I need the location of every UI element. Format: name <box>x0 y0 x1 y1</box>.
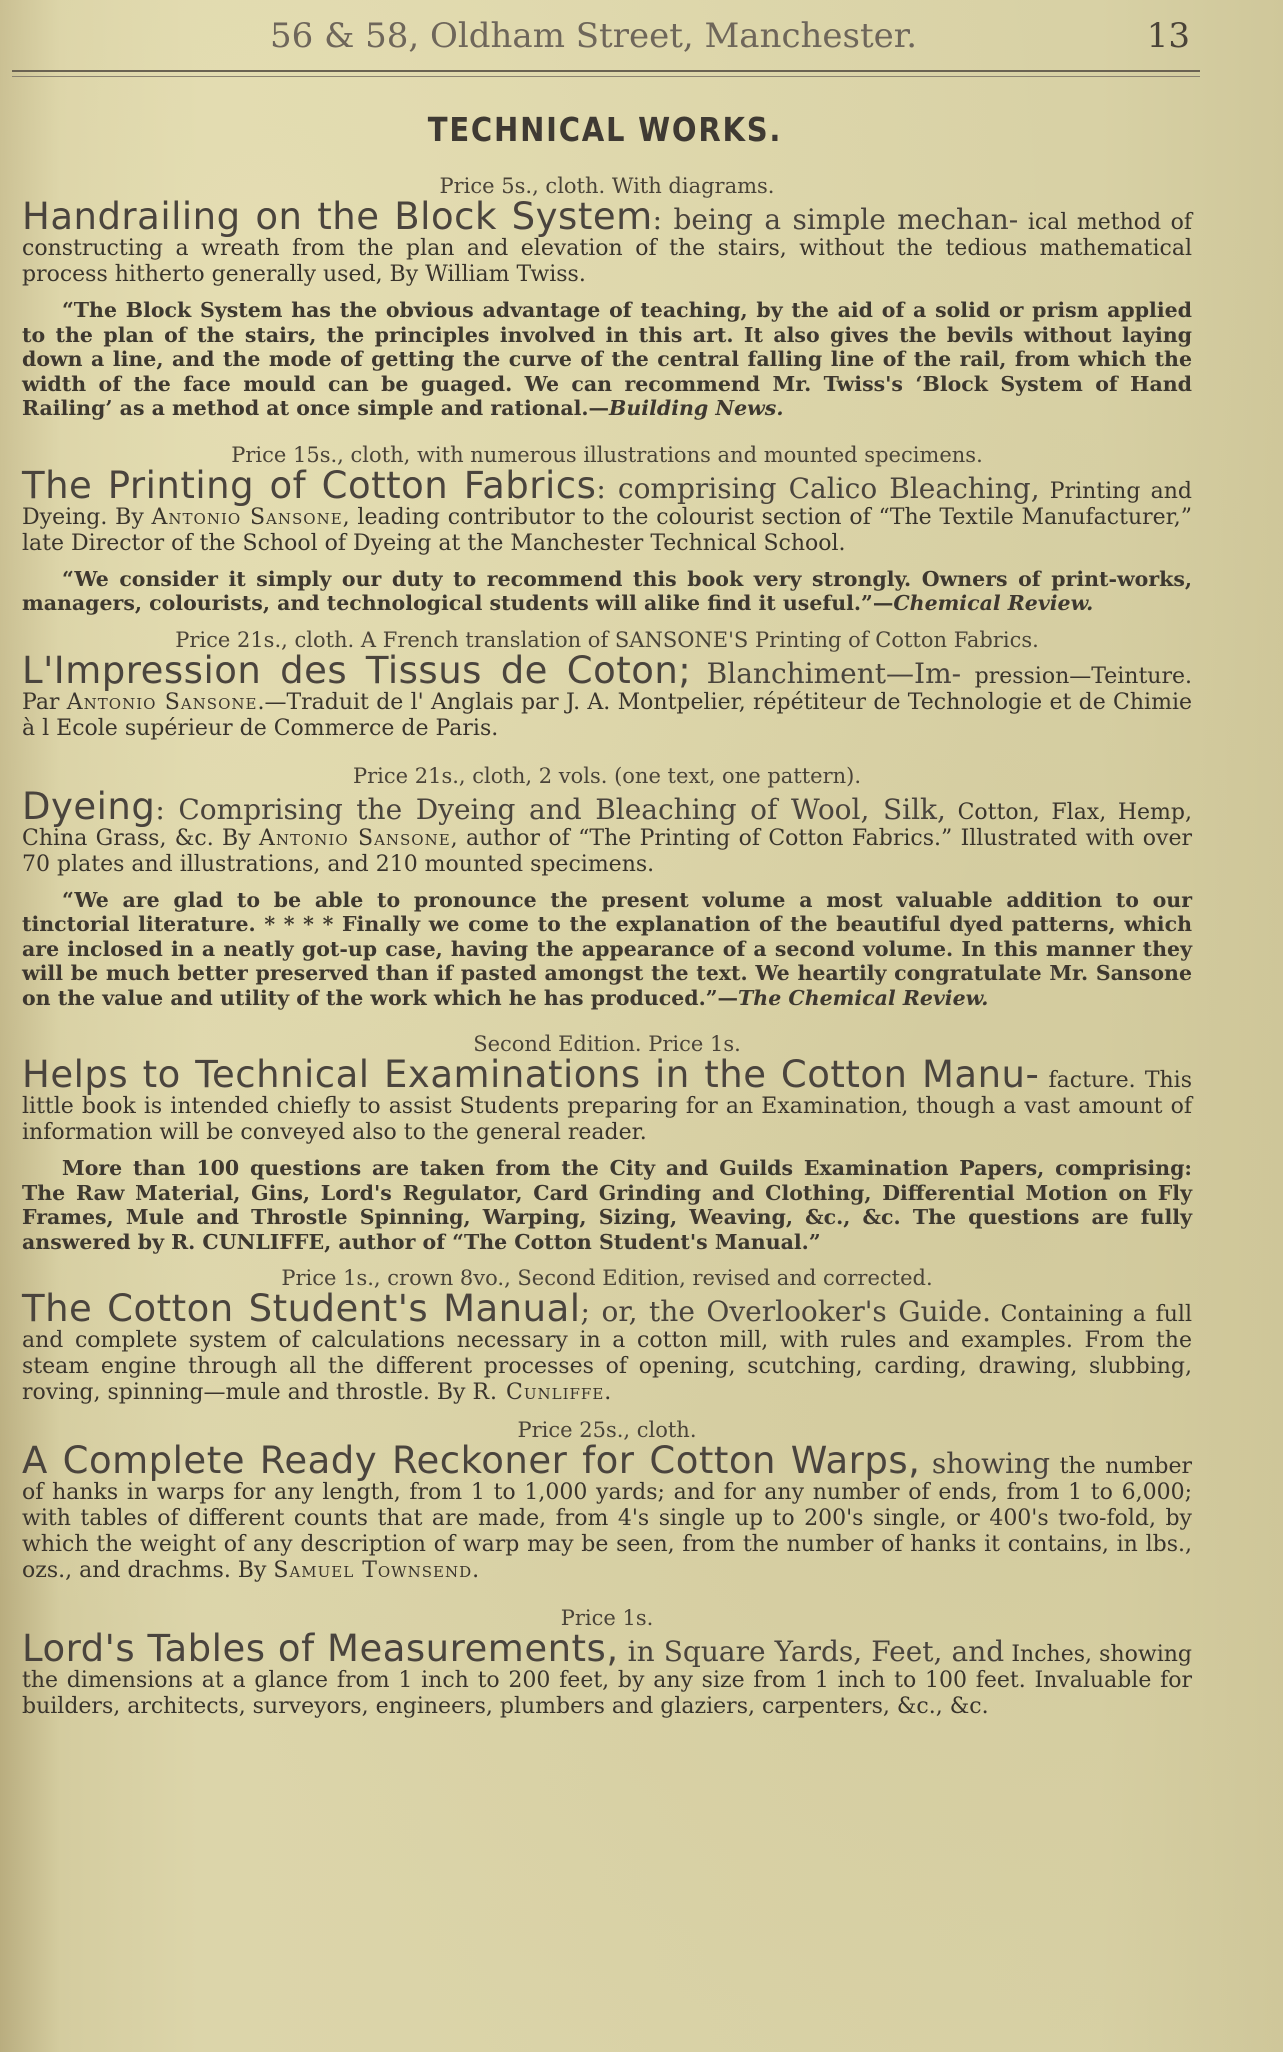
price-line: Price 15s., cloth, with numerous illustrations and mounted specimens. <box>231 442 983 467</box>
book-author: Antonio Sansone <box>151 504 343 530</box>
price-line: Price 21s., cloth. A French translation of SANSONE'S Printing of Cotton Fabrics. <box>175 627 1039 652</box>
book-subtitle: ; or, the Overlooker's Guide. <box>580 1295 992 1328</box>
review-source: Chemical Review. <box>893 591 1094 615</box>
section-title: TECHNICAL WORKS. <box>427 110 783 149</box>
book-author: Antonio Sansone <box>66 689 258 715</box>
book-entry-lords-tables <box>22 1604 1192 1720</box>
book-author: Antonio Sansone <box>258 825 451 851</box>
book-entry-ready-reckoner <box>22 1416 1192 1584</box>
price-line: Price 25s., cloth. <box>517 1418 697 1442</box>
book-subtitle: showing <box>920 1447 1051 1480</box>
book-entry-impression <box>22 626 1192 742</box>
entry-heading <box>22 1287 1193 1406</box>
book-subtitle: : comprising Calico Bleaching, <box>596 471 1040 505</box>
book-title: Handrailing on the Block System <box>22 195 653 238</box>
book-description: .—Traduit de l' Anglais par J. A. Montpelier, répétiteur de Technologie et de Chimie à l Ecole supérieur de Commerce de Paris. <box>22 689 1192 741</box>
review-text: “We are glad to be able to pronounce the present volume a most valuable addition to our tinctorial literature. * * * * Finally we come to the explanation of the beautiful dyed patterns, which are inclosed in a neatly got-up case, having the appearance of a second volume. In this manner they will be much better preserved than if pasted amongst the text. We heartily congratulate Mr. Sansone on the value and utility of the work which he has produced.”— <box>22 887 1192 1010</box>
page-number: 13 <box>1146 16 1190 56</box>
price-line: Price 1s., crown 8vo., Second Edition, revised and corrected. <box>281 1266 933 1290</box>
book-description-pre: Inches, showing the dimensions at a glance from 1 inch to 200 feet, by any size from 1 inch to 100 feet. Invaluable for builders, architects, surveyors, engineers, plumbers and glaziers, carpenters, &c., &c. <box>22 1642 1193 1719</box>
book-title: The Printing of Cotton Fabrics <box>22 463 597 507</box>
review-quote <box>22 567 1192 616</box>
review-quote <box>22 888 1192 1011</box>
book-subtitle: in Square Yards, Feet, and <box>618 1635 1005 1668</box>
entry-heading <box>22 784 1192 878</box>
book-title: Lord's Tables of Measurements, <box>22 1627 619 1670</box>
book-description-pre: the number of hanks in warps for any length, from 1 to 1,000 yards; and for any number of ends, from 1 to 6,000; with tables of different counts that are made, from 4's single up to 200's single, or 400's two-fold, by which the weight of any description of warp may be seen, from the number of hanks it contains, in lbs., ozs., and drachms. By <box>22 1454 1193 1583</box>
review-source: The Chemical Review. <box>738 985 989 1010</box>
book-title: A Complete Ready Reckoner for Cotton Warps, <box>22 1439 921 1482</box>
price-line: Second Edition. Price 1s. <box>473 1032 741 1056</box>
book-author: R. Cunliffe <box>472 1380 605 1405</box>
book-description-pre: facture. This little book is intended chiefly to assist Students preparing for an Examination, though a vast amount of information will be conveyed also to the general reader. <box>22 1068 1193 1145</box>
review-text: “The Block System has the obvious advantage of teaching, by the aid of a solid or prism applied to the plan of the stairs, the principles involved in this art. It also gives the bevils without laying down a line, and the mode of getting the curve of the central falling line of the rail, from which the width of the face mould can be guaged. We can recommend Mr. Twiss's ‘Block System of Hand Railing’ as a method at once simple and rational.— <box>22 298 1192 420</box>
book-description: ical method of constructing a wreath from the plan and elevation of the stairs, without the tedious mathematical process hitherto generally used, By William Twiss. <box>22 210 1192 287</box>
book-subtitle: : being a simple mechan- <box>652 203 1019 236</box>
header-rule <box>12 70 1200 72</box>
contents-note <box>22 1156 1192 1254</box>
header-address: 56 & 58, Oldham Street, Manchester. <box>270 16 918 56</box>
book-title: L'Impression des Tissus de Coton; <box>22 648 692 692</box>
book-description-pre: pression—Teinture. Par <box>22 663 1192 715</box>
book-description-pre: Containing a full and complete system of calculations necessary in a cotton mill, with rules and examples. From the steam engine through all the different processes of opening, scutching, carding, drawing, slubbing, roving, spinning—mule and throstle. By <box>22 1302 1193 1405</box>
book-description: , author of “The Printing of Cotton Fabrics.” Illustrated with over 70 plates and illustrations, and 210 mounted specimens. <box>22 825 1192 877</box>
entry-heading <box>22 648 1192 742</box>
book-entry-dyeing <box>22 762 1192 1011</box>
price-line: Price 1s. <box>560 1606 654 1630</box>
header-rule-thin <box>12 76 1200 77</box>
book-title: Helps to Technical Examinations in the Cotton Manu- <box>22 1053 1040 1096</box>
book-description-pre: Printing and Dyeing. By <box>22 478 1192 530</box>
book-description: . <box>604 1380 612 1405</box>
book-list <box>22 172 1192 1720</box>
contents-text: More than 100 questions are taken from the City and Guilds Examination Papers, comprising: The Raw Material, Gins, Lord's Regulator, Card Grinding and Clothing, Differential Motion on Fly Frames, Mule and Throstle Spinning, Warping, Sizing, Weaving, &c., &c. The questions are fully answered by R. CUNLIFFE, author of “The Cotton Student's Manual.” <box>22 1156 1192 1254</box>
entry-heading <box>22 1627 1193 1720</box>
book-author: Samuel Townsend <box>273 1558 473 1583</box>
book-subtitle: : Comprising the Dyeing and Bleaching of Wool, Silk, <box>155 792 946 826</box>
book-description-pre: Cotton, Flax, Hemp, China Grass, &c. By <box>22 799 1192 851</box>
page-header <box>270 16 1190 58</box>
review-source: Building News. <box>609 396 784 420</box>
book-description: , leading contributor to the colourist section of “The Textile Manufacturer,” late Director of the School of Dyeing at the Manchester Technical School. <box>22 504 1192 556</box>
entry-heading <box>22 1053 1193 1146</box>
book-entry-printing-cotton <box>22 441 1192 616</box>
book-title: Dyeing <box>22 784 156 828</box>
price-line: Price 21s., cloth, 2 vols. (one text, one pattern). <box>352 763 862 788</box>
book-description: . <box>472 1558 480 1583</box>
book-subtitle: Blanchiment—Im- <box>691 656 962 690</box>
book-entry-cotton-students-manual <box>22 1264 1192 1406</box>
review-quote <box>22 298 1192 421</box>
entry-heading <box>22 195 1192 288</box>
book-entry-technical-exams <box>22 1030 1192 1254</box>
book-entry-handrailing <box>22 172 1192 421</box>
review-text: “We consider it simply our duty to recommend this book very strongly. Owners of print-works, managers, colourists, and technological students will alike find it useful.”— <box>22 566 1192 615</box>
entry-heading <box>22 463 1192 557</box>
entry-heading <box>22 1439 1193 1584</box>
price-line: Price 5s., cloth. With diagrams. <box>439 174 775 198</box>
book-title: The Cotton Student's Manual <box>22 1287 581 1330</box>
